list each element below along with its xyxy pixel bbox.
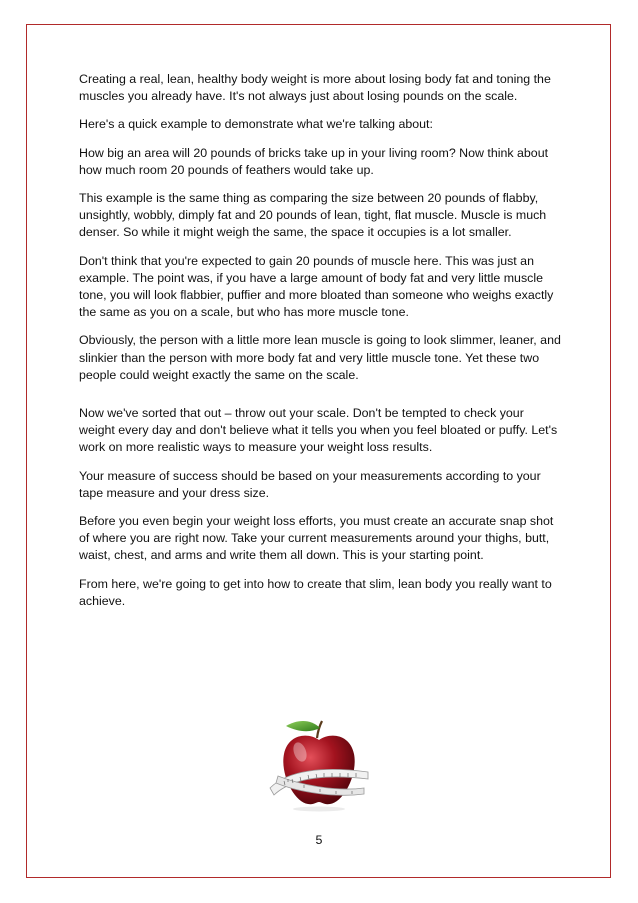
paragraph: From here, we're going to get into how to create that slim, lean body you really want to achieve. bbox=[79, 576, 552, 608]
paragraph: Don't think that you're expected to gain 20 pounds of muscle here. This was just an example. The point was, if you have a large amount of body fat and very little muscle tone, you will look flabbier, puffier and more bloated than someone who weighs exactly the same as you on a scale, but who has more muscle tone. bbox=[79, 253, 554, 320]
paragraph: Your measure of success should be based on your measurements according to your tape measure and your dress size. bbox=[79, 468, 541, 500]
paragraph: This example is the same thing as comparing the size between 20 pounds of flabby, unsightly, wobbly, dimply fat and 20 pounds of lean, tight, flat muscle. Muscle is much denser. So while it might weigh the same, the space it occupies is a lot smaller. bbox=[79, 191, 547, 240]
paragraph: Obviously, the person with a little more lean muscle is going to look slimmer, leaner, and slinkier than the person with more body fat and very little muscle tone. Yet these two people could weight exactly the same on the scale. bbox=[79, 333, 561, 382]
paragraph: Creating a real, lean, healthy body weight is more about losing body fat and toning the muscles you already have. It's not always just about losing pounds on the scale. bbox=[79, 72, 551, 104]
paragraph: Here's a quick example to demonstrate what we're talking about: bbox=[79, 117, 433, 132]
paragraph: Before you even begin your weight loss efforts, you must create an accurate snap shot of where you are right now. Take your current measurements around your thighs, butt, waist, chest, and arms and write them all down. This is your starting point. bbox=[79, 514, 554, 563]
page-number: 5 bbox=[315, 833, 323, 847]
apple-with-tape-measure-icon bbox=[264, 716, 374, 812]
paragraph: How big an area will 20 pounds of bricks take up in your living room? Now think about how much room 20 pounds of feathers would take up. bbox=[79, 145, 549, 177]
document-body bbox=[79, 71, 561, 621]
paragraph: Now we've sorted that out – throw out your scale. Don't be tempted to check your weight every day and don't believe what it tells you when you feel bloated or puffy. Let's work on more realistic ways to measure your weight loss results. bbox=[79, 406, 558, 455]
